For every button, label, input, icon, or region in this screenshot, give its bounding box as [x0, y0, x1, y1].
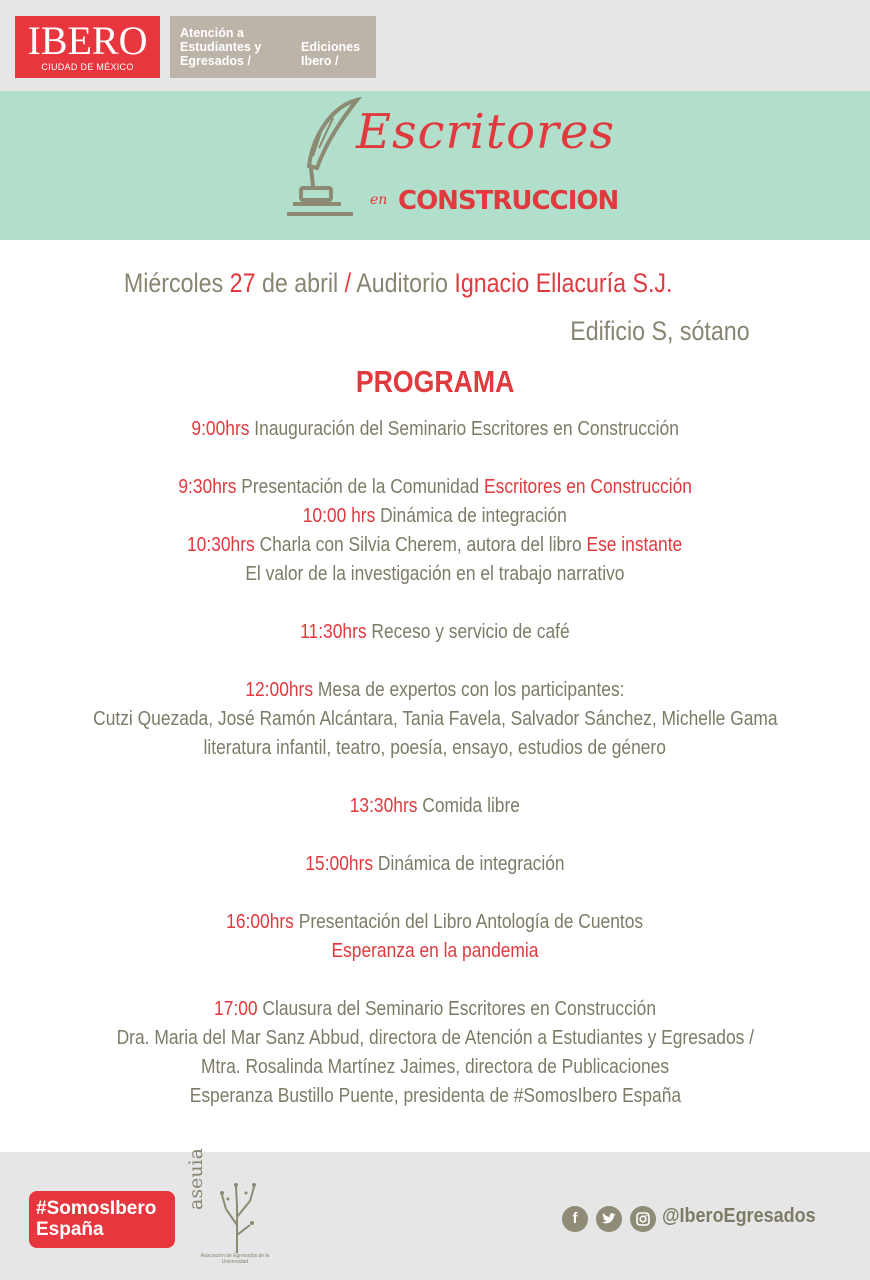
twitter-icon[interactable]	[596, 1206, 622, 1232]
program-time: 13:30hrs	[349, 795, 418, 817]
program-line-content	[227, 908, 644, 937]
program-line	[0, 531, 870, 560]
program-line	[0, 560, 870, 589]
program-line-content	[189, 1082, 680, 1111]
event-day: Miércoles	[123, 268, 224, 298]
program-text: Presentación del Libro Antología de Cuentos	[299, 911, 644, 933]
program-line	[0, 908, 870, 937]
program-line-content	[331, 937, 538, 966]
program-text: Presentación de la Comunidad	[241, 476, 480, 498]
ibero-logo	[15, 16, 160, 78]
program-text: El valor de la investigación en el trabajo narrativo	[245, 563, 625, 585]
program-text: Clausura del Seminario Escritores en Construcción	[262, 998, 656, 1020]
venue-label: Auditorio	[356, 268, 448, 298]
program-line	[0, 1053, 870, 1082]
program-text: Mesa de expertos con los participantes:	[317, 679, 625, 701]
program-line-content	[245, 560, 624, 589]
program-line-content	[214, 995, 656, 1024]
program-line	[0, 1024, 870, 1053]
event-date-line	[0, 268, 796, 299]
program-text: Receso y servicio de café	[371, 621, 570, 643]
program-line	[0, 937, 870, 966]
banner-title-main: Escritores	[356, 104, 616, 160]
program-text: Inauguración del Seminario Escritores en Construcción	[254, 418, 679, 440]
program-text: Dinámica de integración	[377, 853, 565, 875]
program-time: 10:30hrs	[187, 534, 256, 556]
program-time: 11:30hrs	[300, 621, 367, 643]
program-title: PROGRAMA	[355, 364, 515, 399]
separator: /	[344, 268, 352, 298]
dept-ediciones: Ediciones Ibero /	[301, 40, 361, 68]
program-line-content	[93, 705, 777, 734]
program-line	[0, 792, 870, 821]
program-line	[0, 850, 870, 879]
program-line	[0, 995, 870, 1024]
program-line	[0, 473, 870, 502]
program-line-content	[245, 676, 624, 705]
program-line	[0, 676, 870, 705]
instagram-icon[interactable]	[630, 1206, 656, 1232]
banner-title-caps: CONSTRUCCION	[398, 186, 619, 216]
event-date-number: 27	[229, 268, 256, 298]
program-text: Mtra. Rosalinda Martínez Jaimes, directora de Publicaciones	[200, 1056, 670, 1078]
program-text: Cutzi Quezada, José Ramón Alcántara, Tania Favela, Salvador Sánchez, Michelle Gama	[92, 708, 778, 730]
program-line-content	[201, 1053, 669, 1082]
badge-line-1: #SomosIbero	[36, 1198, 157, 1219]
program-time: 10:00 hrs	[302, 505, 376, 527]
program-highlight: Escritores en Construcción	[483, 476, 692, 498]
program-text: Esperanza Bustillo Puente, presidenta de #SomosIbero España	[189, 1085, 681, 1107]
program-text: Comida libre	[422, 795, 521, 817]
social-handle[interactable]: @IberoEgresados	[662, 1205, 816, 1227]
somosibero-badge	[29, 1191, 175, 1248]
program-line	[0, 502, 870, 531]
program-line-content	[300, 618, 570, 647]
program-time: 16:00hrs	[226, 911, 295, 933]
venue-building: Edificio S, sótano	[570, 316, 750, 346]
badge-line-2: España	[36, 1219, 104, 1240]
program-line-content	[303, 502, 567, 531]
event-date-month: de abril	[261, 268, 339, 298]
aseuia-subtitle: Asociación de Egresados de la Universidad	[200, 1253, 270, 1265]
program-text: Charla con Silvia Cherem, autora del libro	[259, 534, 583, 556]
program-line-content	[191, 415, 678, 444]
program-time: 15:00hrs	[305, 853, 374, 875]
program-highlight: Esperanza en la pandemia	[331, 940, 539, 962]
logo-subtitle: CIUDAD DE MÉXICO	[41, 62, 134, 72]
program-time: 9:30hrs	[178, 476, 237, 498]
program-time: 9:00hrs	[191, 418, 250, 440]
program-line	[0, 705, 870, 734]
logo-word: IBERO	[27, 18, 148, 63]
program-heading	[0, 364, 870, 400]
program-line-content	[116, 1024, 753, 1053]
program-text: Dinámica de integración	[380, 505, 568, 527]
program-line	[0, 1082, 870, 1111]
program-line-content	[178, 473, 692, 502]
program-line	[0, 734, 870, 763]
department-box	[170, 16, 376, 78]
dept-atencion: Atención a Estudiantes y Egresados /	[180, 26, 262, 68]
program-highlight: Ese instante	[586, 534, 683, 556]
program-line	[0, 415, 870, 444]
program-line-content	[204, 734, 666, 763]
program-line	[0, 618, 870, 647]
program-line-content	[187, 531, 682, 560]
program-text: literatura infantil, teatro, poesía, ensayo, estudios de género	[203, 737, 667, 759]
aseuia-logo-word: aseuia	[185, 1148, 207, 1210]
banner-title-en: en	[370, 192, 388, 208]
quill-inkwell-icon	[283, 96, 365, 224]
program-time: 12:00hrs	[245, 679, 314, 701]
venue-name: Ignacio Ellacuría S.J.	[454, 268, 673, 298]
program-time: 17:00	[213, 998, 258, 1020]
facebook-icon[interactable]: f	[562, 1206, 588, 1232]
program-text: Dra. Maria del Mar Sanz Abbud, directora de Atención a Estudiantes y Egresados /	[116, 1027, 754, 1049]
program-line-content	[350, 792, 520, 821]
program-line-content	[305, 850, 564, 879]
